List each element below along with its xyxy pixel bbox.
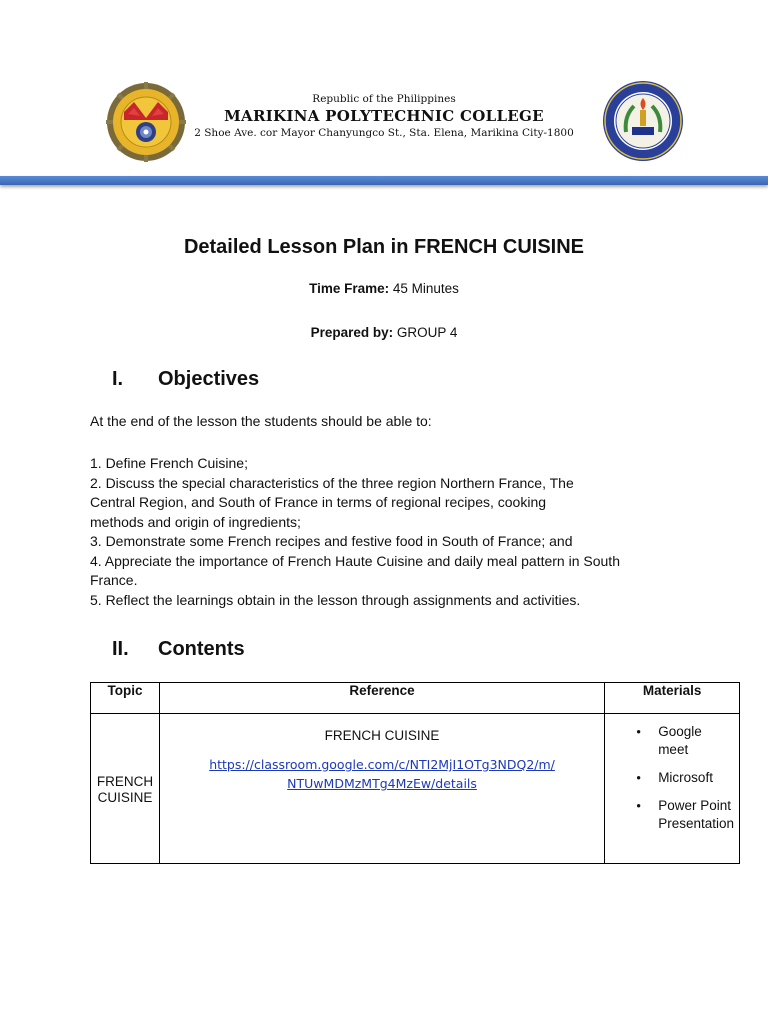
material-label: meet <box>658 742 689 757</box>
objective-line: 2. Discuss the special characteristics of the three region Northern France, The <box>90 474 574 491</box>
section-title: Contents <box>158 638 245 660</box>
republic-line: Republic of the Philippines <box>312 93 456 105</box>
section-number: I. <box>112 368 124 390</box>
section-contents-heading <box>112 638 245 661</box>
objective-line: 3. Demonstrate some French recipes and festive food in South of France; and <box>90 533 573 549</box>
material-item <box>614 769 734 787</box>
table-row <box>91 714 740 864</box>
objective-line: methods and origin of ingredients; <box>90 513 301 530</box>
header-divider <box>0 176 768 185</box>
material-label: Microsoft <box>658 770 713 785</box>
college-seal-icon <box>106 82 186 162</box>
column-header-materials: Materials <box>605 683 740 714</box>
objective-line: Central Region, and South of France in terms of regional recipes, cooking <box>90 494 547 510</box>
objectives-intro: At the end of the lesson the students should be able to: <box>90 413 432 429</box>
document-title: Detailed Lesson Plan in FRENCH CUISINE <box>183 236 585 258</box>
objectives-list <box>90 454 690 610</box>
material-label: Google <box>658 724 702 739</box>
time-frame-label: Time Frame: <box>309 281 390 296</box>
classroom-link[interactable] <box>209 757 555 791</box>
section-title: Objectives <box>158 368 260 390</box>
table-header-row <box>91 683 740 714</box>
reference-title: FRENCH CUISINE <box>324 728 440 743</box>
college-name: MARIKINA POLYTECHNIC COLLEGE <box>224 107 544 125</box>
material-item <box>614 723 734 759</box>
prepared-by <box>0 325 768 340</box>
materials-cell <box>605 714 740 864</box>
section-number: II. <box>112 638 129 660</box>
topic-line: FRENCH <box>96 774 154 789</box>
classroom-link-line[interactable]: NTUwMDMzMTg4MzEw/details <box>287 776 477 791</box>
topic-line: CUISINE <box>97 790 153 805</box>
section-objectives-heading <box>112 368 259 391</box>
objective-line: France. <box>90 572 138 588</box>
material-label: Power Point <box>658 798 731 813</box>
materials-list <box>606 715 738 833</box>
time-frame-value: 45 Minutes <box>392 281 459 296</box>
column-header-reference: Reference <box>159 683 604 714</box>
topic-cell <box>91 714 160 864</box>
letterhead <box>0 80 768 180</box>
material-label: Presentation <box>658 816 734 831</box>
college-address: 2 Shoe Ave. cor Mayor Chanyungco St., Sta. Elena, Marikina City-1800 <box>194 127 574 139</box>
material-item <box>614 797 734 833</box>
time-frame <box>0 281 768 296</box>
classroom-link-line[interactable]: https://classroom.google.com/c/NTI2MjI1OTg3NDQ2/m/ <box>209 757 555 772</box>
tesda-seal-icon <box>602 80 684 162</box>
prepared-by-label: Prepared by: <box>310 325 394 340</box>
objective-line: 5. Reflect the learnings obtain in the lesson through assignments and activities. <box>90 591 581 608</box>
contents-table <box>90 682 740 864</box>
column-header-topic: Topic <box>91 683 160 714</box>
reference-cell <box>159 714 604 864</box>
prepared-by-value: GROUP 4 <box>396 325 458 340</box>
objective-line: 4. Appreciate the importance of French Haute Cuisine and daily meal pattern in South <box>90 552 620 569</box>
objective-line: 1. Define French Cuisine; <box>90 455 248 471</box>
